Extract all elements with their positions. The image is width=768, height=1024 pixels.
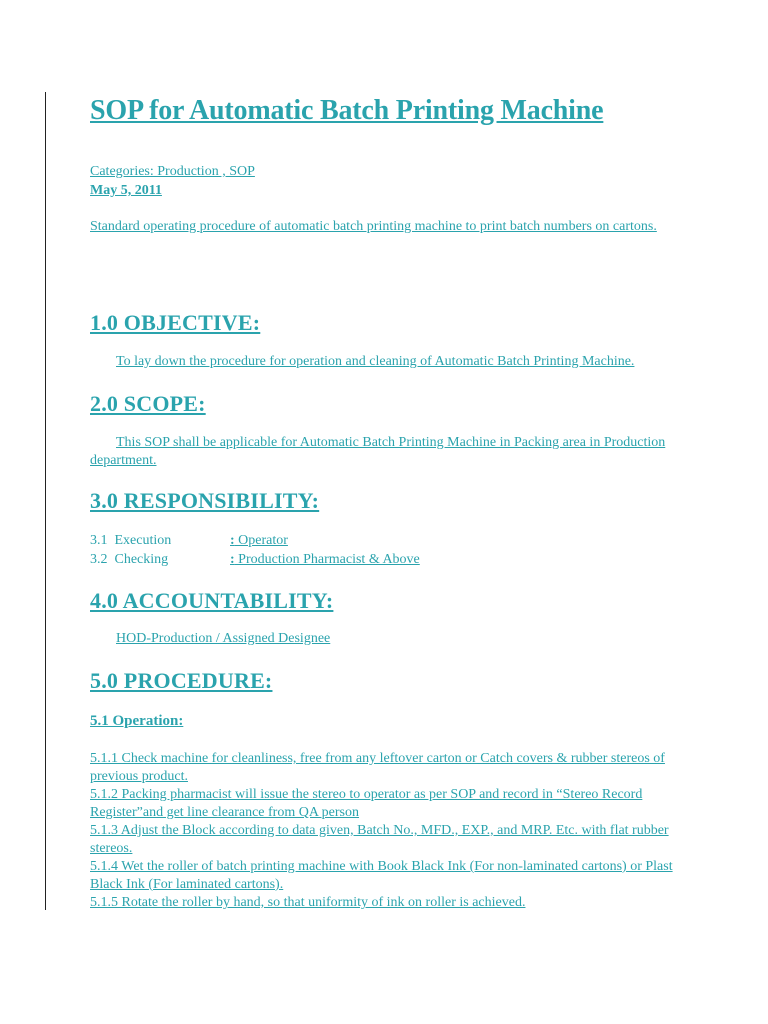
document-body (90, 94, 690, 910)
scope-text[interactable]: This SOP shall be applicable for Automatic Batch Printing Machine in Packing area in Production department. (90, 435, 666, 468)
left-margin-line (45, 92, 46, 910)
step-5-1-1[interactable]: 5.1.1 Check machine for cleanliness, free from any leftover carton or Catch covers & rubber stereos of previous product. (90, 751, 665, 784)
responsibility-heading[interactable]: 3.0 RESPONSIBILITY: (90, 488, 320, 513)
page-title[interactable]: SOP for Automatic Batch Printing Machine (90, 95, 604, 126)
categories-line (90, 163, 690, 181)
scope-heading[interactable]: 2.0 SCOPE: (90, 391, 206, 416)
accountability-heading[interactable]: 4.0 ACCOUNTABILITY: (90, 588, 334, 613)
responsibility-row-checking[interactable]: 3.2 Checking : Production Pharmacist & Above (90, 552, 420, 567)
accountability-text[interactable]: HOD-Production / Assigned Designee (116, 631, 331, 646)
responsibility-list (90, 531, 690, 569)
responsibility-row-execution[interactable]: 3.1 Execution : Operator (90, 533, 288, 548)
intro-paragraph[interactable]: Standard operating procedure of automatic batch printing machine to print batch numbers on cartons. (90, 219, 657, 234)
categories-link[interactable]: Categories: Production , SOP (90, 164, 255, 179)
step-5-1-3[interactable]: 5.1.3 Adjust the Block according to data given, Batch No., MFD., EXP., and MRP. Etc. with flat rubber stereos. (90, 823, 669, 856)
objective-heading[interactable]: 1.0 OBJECTIVE: (90, 310, 261, 335)
step-5-1-5[interactable]: 5.1.5 Rotate the roller by hand, so that uniformity of ink on roller is achieved. (90, 895, 526, 910)
post-date[interactable]: May 5, 2011 (90, 183, 162, 198)
objective-text[interactable]: To lay down the procedure for operation and cleaning of Automatic Batch Printing Machine. (116, 354, 635, 369)
procedure-heading[interactable]: 5.0 PROCEDURE: (90, 668, 273, 693)
operation-subheading[interactable]: 5.1 Operation: (90, 713, 184, 729)
step-5-1-4[interactable]: 5.1.4 Wet the roller of batch printing machine with Book Black Ink (For non-laminated cartons) or Plast Black Ink (For laminated cartons). (90, 859, 673, 892)
operation-steps (90, 750, 690, 912)
step-5-1-2[interactable]: 5.1.2 Packing pharmacist will issue the stereo to operator as per SOP and record in “Stereo Record Register”and get line clearance from QA person (90, 787, 643, 820)
